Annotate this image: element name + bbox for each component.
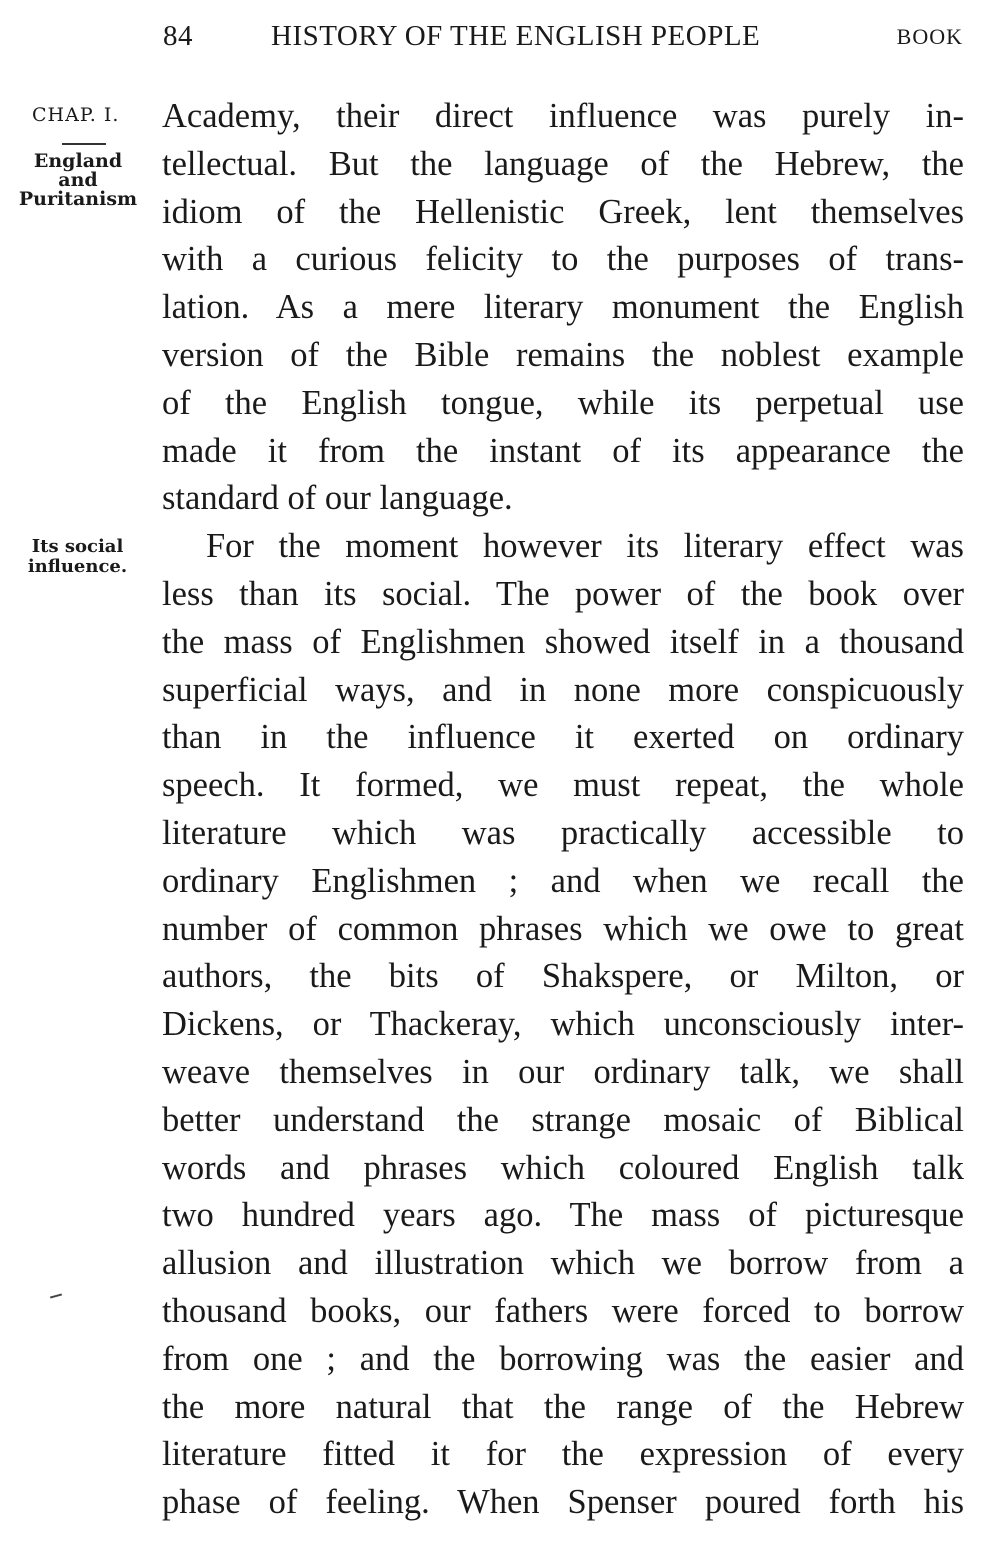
margin-note-its-social-influence xyxy=(15,537,140,577)
text-line: than in the influence it exerted on ordinary xyxy=(162,718,964,757)
running-title: HISTORY OF THE ENGLISH PEOPLE xyxy=(271,20,761,52)
book-label: BOOK xyxy=(896,24,963,49)
margin-note-line: and xyxy=(58,169,98,191)
text-line: two hundred years ago. The mass of picturesque xyxy=(162,1196,964,1235)
text-line: the more natural that the range of the Hebrew xyxy=(162,1387,964,1426)
text-line: made it from the instant of its appearance the xyxy=(162,431,964,470)
text-line: better understand the strange mosaic of Biblical xyxy=(162,1100,964,1139)
text-line: lation. As a mere literary monument the English xyxy=(162,288,964,327)
text-line: Academy, their direct influence was purely in- xyxy=(162,97,964,135)
text-line: of the English tongue, while its perpetual use xyxy=(162,383,964,422)
text-line: idiom of the Hellenistic Greek, lent themselves xyxy=(162,192,964,231)
margin-rule xyxy=(62,143,106,145)
text-line: with a curious felicity to the purposes of trans- xyxy=(162,240,964,279)
text-line: words and phrases which coloured English talk xyxy=(162,1148,964,1187)
text-line: ordinary Englishmen ; and when we recall the xyxy=(162,861,964,900)
margin-note-england-and-puritanism xyxy=(8,152,148,209)
text-line: For the moment however its literary effect was xyxy=(206,527,964,566)
text-line: weave themselves in our ordinary talk, we shall xyxy=(162,1052,964,1091)
text-line: tellectual. But the language of the Hebrew, the xyxy=(162,144,964,183)
text-line: from one ; and the borrowing was the easier and xyxy=(162,1339,964,1378)
running-header xyxy=(163,20,963,60)
text-line: standard of our language. xyxy=(162,479,513,518)
text-line: literature which was practically accessible to xyxy=(162,813,964,852)
text-line: number of common phrases which we owe to great xyxy=(162,909,964,948)
text-line: superficial ways, and in none more conspicuously xyxy=(162,670,964,709)
text-line: the mass of Englishmen showed itself in a thousand xyxy=(162,622,964,661)
margin-note-line: Puritanism xyxy=(18,188,138,210)
text-line: version of the Bible remains the noblest example xyxy=(162,335,964,374)
page-number: 84 xyxy=(163,20,193,52)
text-line: authors, the bits of Shakspere, or Milton, or xyxy=(162,957,964,996)
margin-note-line: influence. xyxy=(27,556,128,577)
text-line: allusion and illustration which we borrow from a xyxy=(162,1244,964,1283)
margin-note-line: England xyxy=(33,150,123,172)
margin-note-chapter: CHAP. I. xyxy=(32,104,120,126)
stray-ink-mark xyxy=(50,1293,62,1298)
text-line: phase of feeling. When Spenser poured forth his xyxy=(162,1483,964,1522)
text-line: speech. It formed, we must repeat, the whole xyxy=(162,766,964,805)
text-line: thousand books, our fathers were forced to borrow xyxy=(162,1291,964,1330)
text-line: less than its social. The power of the book over xyxy=(162,574,964,613)
text-line: literature fitted it for the expression of every xyxy=(162,1435,964,1474)
body-text xyxy=(162,93,964,1527)
margin-note-line: Its social xyxy=(31,536,124,557)
text-line: Dickens, or Thackeray, which unconsciously inter- xyxy=(162,1005,964,1044)
